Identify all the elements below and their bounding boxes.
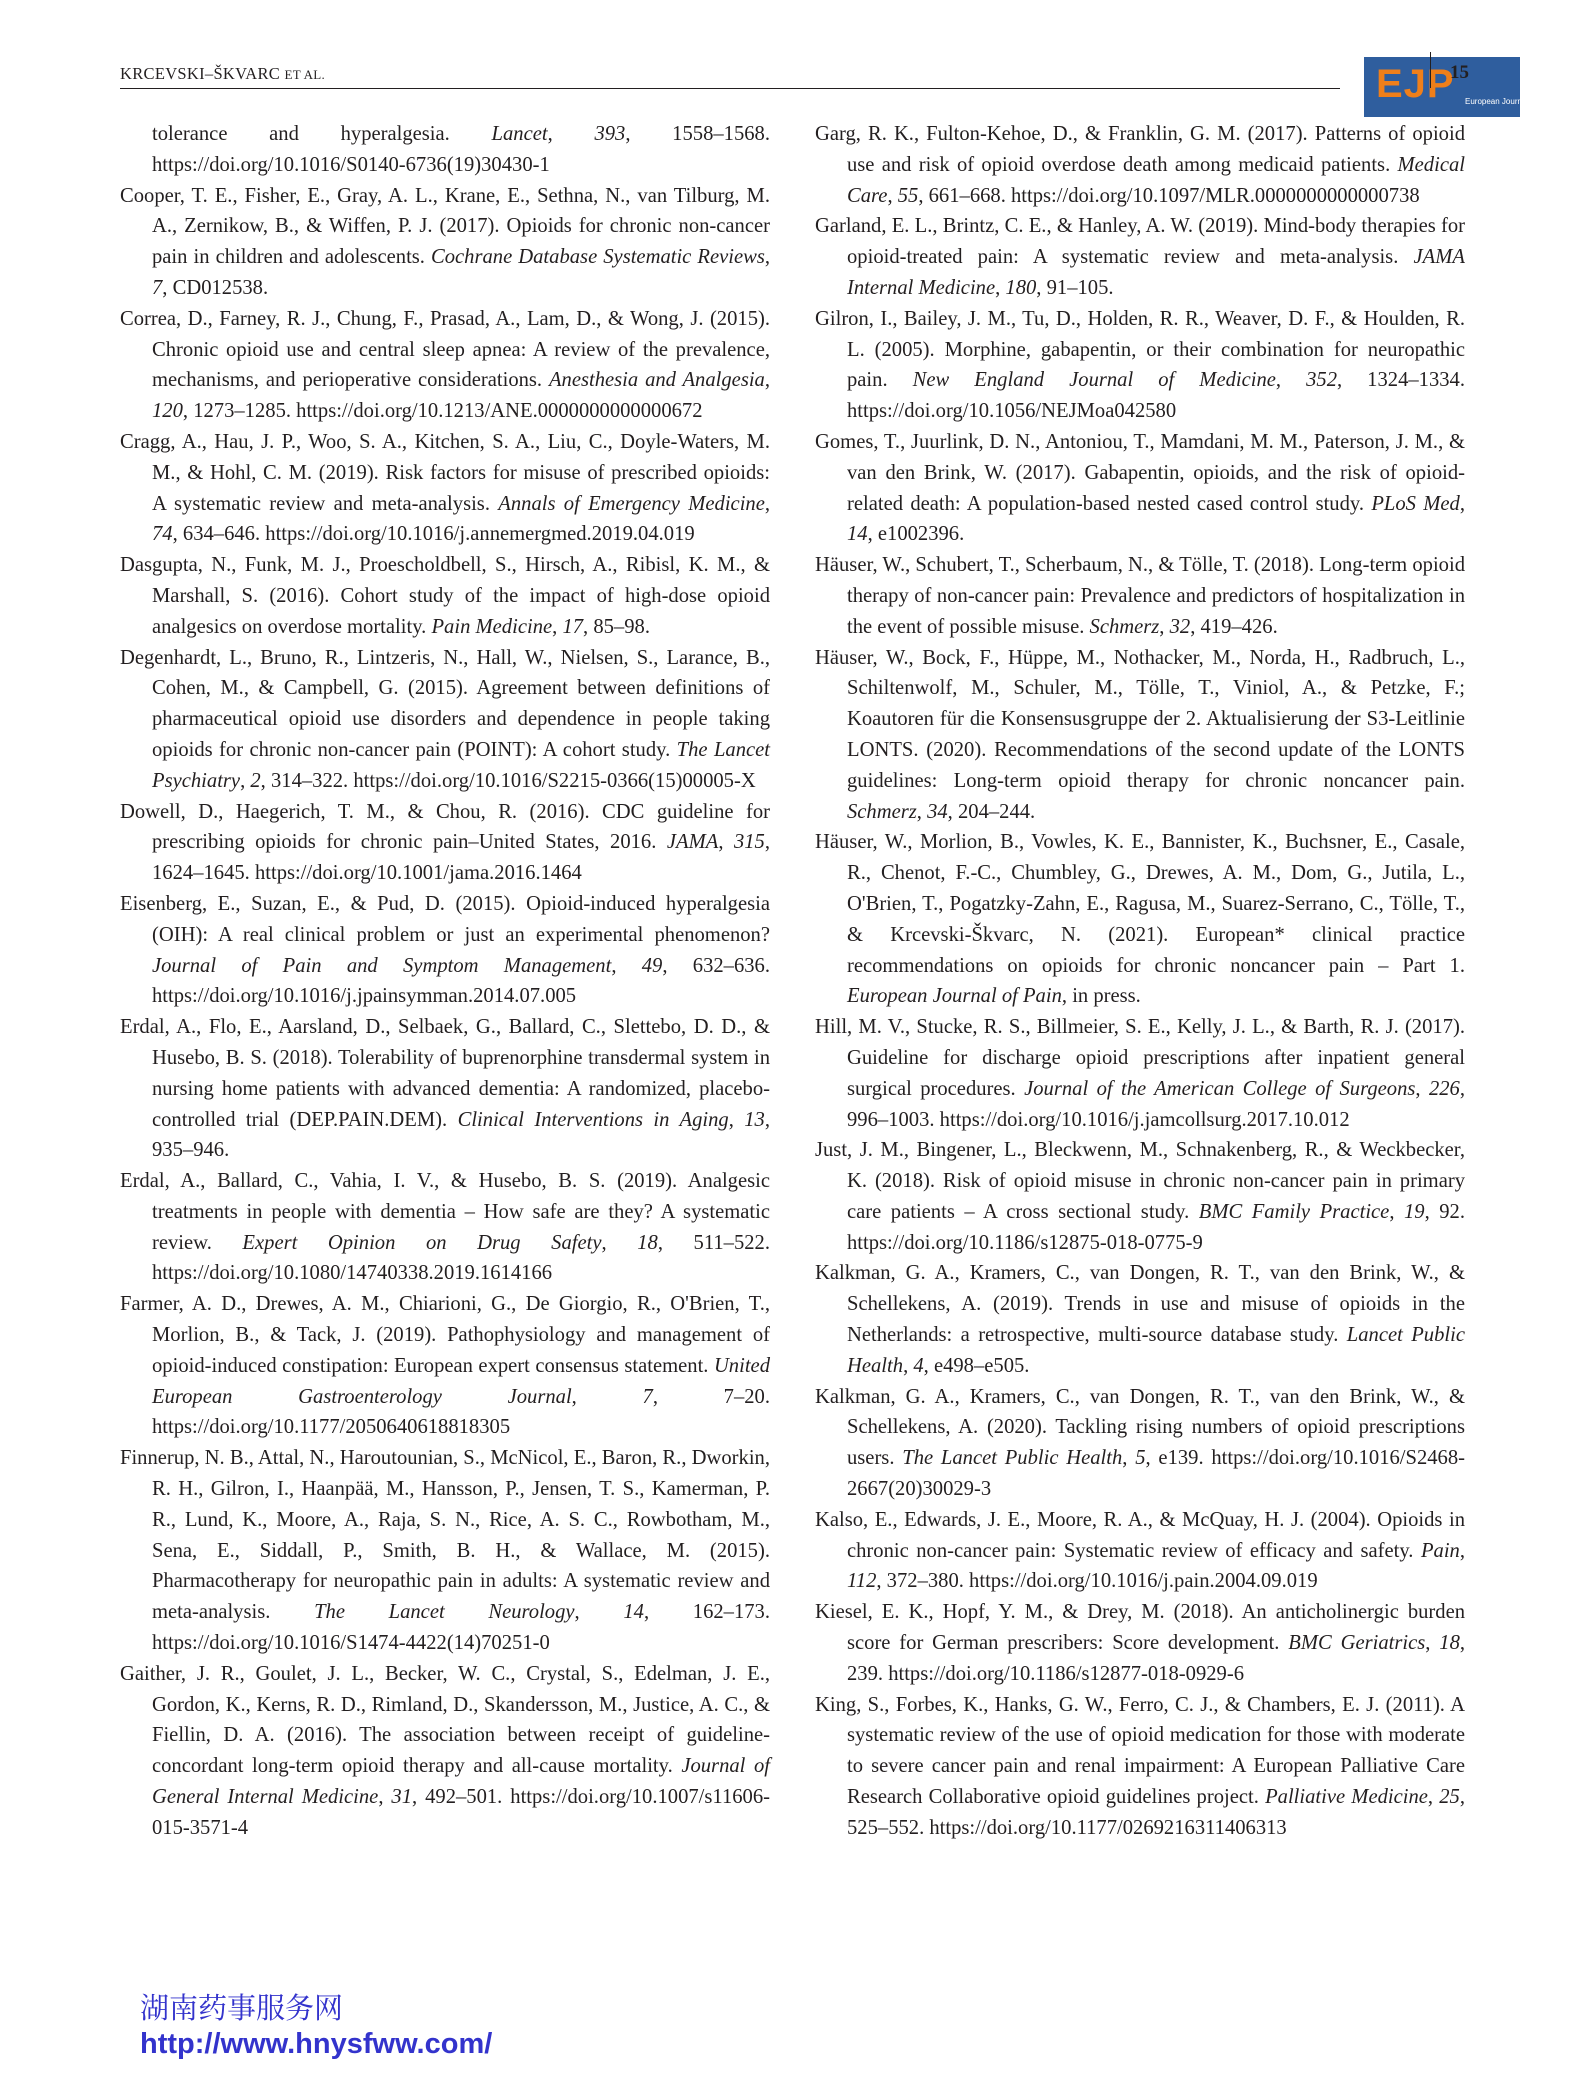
reference-journal: Expert Opinion on Drug Safety [242, 1231, 602, 1254]
reference-text: Erdal, A., Ballard, C., Vahia, I. V., & Husebo, B. S. (2019). Analgesic treatments in people with dementia – How safe are they? A systematic review. [120, 1170, 770, 1254]
reference-journal: Journal of Pain and Symptom Management [152, 954, 612, 977]
reference-journal: Cochrane Database Systematic Reviews [431, 246, 765, 269]
reference-separator: , [378, 1786, 392, 1809]
reference-entry [815, 1382, 1465, 1505]
reference-separator: , [1459, 492, 1465, 515]
reference-journal: New England Journal of Medicine [912, 369, 1276, 392]
reference-volume: 55 [897, 184, 919, 207]
reference-text: Häuser, W., Bock, F., Hüppe, M., Nothacker, M., Norda, H., Radbruch, L., Schiltenwolf, M., Schuler, M., Tölle, T., Viniol, A., & Petzke, F.; Koautoren für die Konsensusgruppe der 2. Aktualisierung der S3-Leitlinie LONTS. (2020). Recommendations of the second update of the LONTS guidelines: Long-term opioid therapy for chronic noncancer pain. [815, 646, 1465, 792]
reference-journal: Clinical Interventions in Aging [457, 1108, 729, 1131]
reference-volume: 7 [152, 276, 163, 299]
reference-separator: , [1459, 1539, 1465, 1562]
reference-entry [815, 427, 1465, 550]
reference-pages-doi[interactable]: , 1624–1645. https://doi.org/10.1001/jama.2016.1464 [152, 831, 770, 885]
reference-text: Garg, R. K., Fulton-Kehoe, D., & Franklin, G. M. (2017). Patterns of opioid use and risk of opioid overdose death among medicaid patients. [815, 123, 1465, 176]
reference-volume: 14 [623, 1601, 644, 1624]
reference-entry [120, 181, 770, 304]
reference-entry [815, 1258, 1465, 1381]
reference-volume: 18 [637, 1231, 658, 1254]
reference-entry [815, 1690, 1465, 1844]
reference-entry [815, 1135, 1465, 1258]
reference-pages-doi[interactable]: , 314–322. https://doi.org/10.1016/S2215-0366(15)00005-X [260, 769, 756, 792]
reference-separator: , [903, 1354, 914, 1377]
reference-text: Dowell, D., Haegerich, T. M., & Chou, R. (2016). CDC guideline for prescribing opioids for chronic pain–United States, 2016. [120, 800, 770, 854]
reference-volume: 32 [1169, 615, 1191, 638]
reference-volume: 17 [562, 615, 584, 638]
reference-entry [815, 211, 1465, 303]
reference-volume: 4 [913, 1354, 924, 1377]
reference-entry [815, 643, 1465, 828]
reference-text: Häuser, W., Morlion, B., Vowles, K. E., Bannister, K., Buchsner, E., Casale, R., Chenot, F.-C., Chumbley, G., Drewes, A. M., Dom, G., Jutila, L., O'Brien, T., Pogatzky-Zahn, E., Ragusa, M., Suarez-Serrano, C., Tölle, T., & Krcevski-Škvarc, N. (2021). European* clinical practice recommendations on opioids for chronic noncancer pain – Part 1. [815, 831, 1465, 977]
reference-pages-doi[interactable]: , 634–646. https://doi.org/10.1016/j.annemergmed.2019.04.019 [172, 523, 695, 546]
reference-pages-doi[interactable]: , 92. https://doi.org/10.1186/s12875-018-0775-9 [847, 1200, 1465, 1254]
reference-separator: , [916, 800, 928, 823]
reference-text: tolerance and hyperalgesia. [152, 123, 492, 145]
reference-journal: Pain Medicine [431, 615, 553, 638]
reference-separator: , [1425, 1632, 1440, 1655]
reference-separator: , [764, 246, 770, 269]
reference-text: Correa, D., Farney, R. J., Chung, F., Prasad, A., Lam, D., & Wong, J. (2015). Chronic opioid use and central sleep apnea: A review of the prevalence, mechanisms, and perioperative considerations. [120, 307, 770, 392]
reference-journal: Lancet [491, 123, 548, 145]
reference-separator: , [601, 1231, 638, 1254]
reference-volume: 34 [927, 800, 948, 823]
reference-journal: Palliative Medicine [1265, 1786, 1428, 1809]
running-head [120, 64, 325, 84]
reference-entry [815, 1012, 1465, 1135]
reference-pages-doi: , 204–244. [947, 800, 1036, 823]
page-number: 15 [1450, 62, 1469, 83]
reference-text: Gaither, J. R., Goulet, J. L., Becker, W. C., Crystal, S., Edelman, J. E., Gordon, K., Kerns, R. D., Rimland, D., Skandersson, M., Justice, A. C., & Fiellin, D. A. (2016). The association between receipt of guideline-concordant long-term opioid therapy and all-cause mortality. [120, 1662, 770, 1778]
reference-volume: 2 [250, 769, 261, 792]
header-rule [120, 88, 1340, 89]
reference-journal: JAMA [666, 831, 719, 854]
reference-volume: 13 [744, 1108, 765, 1131]
reference-volume: 31 [391, 1786, 413, 1809]
reference-text: Dasgupta, N., Funk, M. J., Proescholdbell, S., Hirsch, A., Ribisl, K. M., & Marshall, S. (2016). Cohort study of the impact of high-dose opioid analgesics on overdose mortality. [120, 554, 770, 638]
reference-entry [815, 304, 1465, 427]
reference-pages-doi[interactable]: , 1273–1285. https://doi.org/10.1213/ANE.0000000000000672 [182, 400, 703, 423]
reference-entry [815, 827, 1465, 1012]
reference-separator: , [1159, 615, 1170, 638]
reference-pages-doi[interactable]: , 525–552. https://doi.org/10.1177/0269216311406313 [847, 1786, 1465, 1839]
reference-separator: , [1415, 1077, 1429, 1100]
reference-journal: United European Gastroenterology Journal [152, 1354, 770, 1408]
reference-pages-doi: , 91–105. [1036, 276, 1114, 299]
reference-entry [120, 1443, 770, 1659]
reference-entry [815, 1597, 1465, 1689]
reference-separator: , [552, 615, 563, 638]
reference-volume: 18 [1439, 1632, 1460, 1655]
reference-volume: 49 [641, 954, 663, 977]
reference-entry [120, 643, 770, 797]
reference-journal: Schmerz [847, 800, 917, 823]
reference-separator: , [1275, 369, 1307, 392]
reference-journal: Lancet Public Health [847, 1324, 1465, 1377]
reference-journal: PLoS Med [1371, 492, 1460, 515]
reference-entry [815, 1505, 1465, 1597]
reference-pages-doi[interactable]: , 239. https://doi.org/10.1186/s12877-018-0929-6 [847, 1632, 1466, 1685]
reference-separator: , [574, 1601, 624, 1624]
page-number-divider [1430, 52, 1431, 88]
reference-separator: , [571, 1385, 643, 1408]
reference-text: Farmer, A. D., Drewes, A. M., Chiarioni, G., De Giorgio, R., O'Brien, T., Morlion, B., & Tack, J. (2019). Pathophysiology and management of opioid-induced constipation: European expert consensus statement. [120, 1293, 770, 1377]
reference-separator: , [240, 769, 251, 792]
reference-journal: Anesthesia and Analgesia [548, 369, 765, 392]
reference-journal: The Lancet Public Health [902, 1447, 1123, 1470]
reference-pages-doi[interactable]: , 7–20. https://doi.org/10.1177/2050640618818305 [152, 1385, 770, 1439]
reference-pages-doi[interactable]: , 661–668. https://doi.org/10.1097/MLR.0000000000000738 [918, 184, 1420, 207]
watermark-url[interactable]: http://www.hnysfww.com/ [140, 2028, 493, 2060]
reference-volume: 315 [733, 831, 765, 854]
reference-text: Gilron, I., Bailey, J. M., Tu, D., Holden, R. R., Weaver, D. F., & Houlden, R. L. (2005). Morphine, gabapentin, or their combination for neuropathic pain. [815, 307, 1465, 392]
reference-journal: Pain [1420, 1539, 1460, 1562]
reference-journal: BMC Geriatrics [1288, 1632, 1426, 1655]
reference-entry [120, 119, 770, 181]
reference-separator: , [1122, 1447, 1136, 1470]
reference-entry [120, 889, 770, 1012]
reference-journal: Journal of General Internal Medicine [152, 1755, 770, 1809]
reference-entry [120, 427, 770, 550]
reference-text: Cooper, T. E., Fisher, E., Gray, A. L., Krane, E., Sethna, N., van Tilburg, M. A., Zernikow, B., & Wiffen, P. J. (2017). Opioids for chronic non-cancer pain in children and adolescents. [120, 184, 770, 269]
journal-logo [1364, 57, 1556, 117]
reference-volume: 5 [1135, 1447, 1146, 1470]
reference-pages-doi: , e1002396. [867, 523, 965, 546]
reference-text: Kalso, E., Edwards, J. E., Moore, R. A., & McQuay, H. J. (2004). Opioids in chronic non-cancer pain: Systematic review of efficacy and safety. [815, 1508, 1465, 1562]
reference-pages-doi[interactable]: , 372–380. https://doi.org/10.1016/j.pain.2004.09.019 [876, 1570, 1318, 1593]
reference-separator: , [728, 1108, 745, 1131]
reference-text: Hill, M. V., Stucke, R. S., Billmeier, S. E., Kelly, J. L., & Barth, R. J. (2017). Guideline for discharge opioid prescriptions after inpatient general surgical procedures. [815, 1016, 1465, 1100]
references-right-column [815, 119, 1465, 1844]
reference-text: Gomes, T., Juurlink, D. N., Antoniou, T., Mamdani, M. M., Paterson, J. M., & van den Brink, W. (2017). Gabapentin, opioids, and the risk of opioid- related death: A population-based nested cased control study. [815, 430, 1465, 515]
reference-text: Garland, E. L., Brintz, C. E., & Hanley, A. W. (2019). Mind-body therapies for opioid-treated pain: A systematic review and meta-analysis. [815, 215, 1465, 269]
reference-journal: Journal of the American College of Surgeons [1024, 1077, 1416, 1100]
reference-text: Cragg, A., Hau, J. P., Woo, S. A., Kitchen, S. A., Liu, C., Doyle-Waters, M. M., & Hohl, C. M. (2019). Risk factors for misuse of prescribed opioids: A systematic review and meta-analysis. [120, 430, 770, 515]
reference-pages-doi: , CD012538. [162, 276, 269, 299]
reference-entry [120, 1166, 770, 1289]
reference-text: Kiesel, E. K., Hopf, Y. M., & Drey, M. (2018). An anticholinergic burden score for German prescribers: Score development. [815, 1601, 1465, 1655]
reference-volume: 7 [642, 1385, 653, 1408]
reference-volume: 14 [847, 523, 868, 546]
reference-pages-doi[interactable]: , 1558–1568. https://doi.org/10.1016/S0140-6736(19)30430-1 [152, 123, 770, 176]
reference-pages-doi[interactable]: , 1324–1334. https://doi.org/10.1056/NEJMoa042580 [847, 369, 1465, 423]
reference-entry [120, 1659, 770, 1844]
reference-volume: 226 [1428, 1077, 1460, 1100]
reference-entry [120, 304, 770, 427]
references-left-column [120, 119, 770, 1844]
reference-pages-doi: , 419–426. [1190, 615, 1278, 638]
reference-text: Häuser, W., Schubert, T., Scherbaum, N., & Tölle, T. (2018). Long-term opioid therapy of non-cancer pain: Prevalence and predictors of hospitalization in the event of possible misuse. [815, 554, 1465, 638]
reference-text: Erdal, A., Flo, E., Aarsland, D., Selbaek, G., Ballard, C., Slettebo, D. D., & Husebo, B. S. (2018). Tolerability of buprenorphine transdermal system in nursing home patients with advanced dementia: A randomized, placebo-controlled trial (DEP.PAIN.DEM). [120, 1016, 770, 1131]
reference-journal: European Journal of Pain [847, 985, 1062, 1008]
reference-pages-doi: , e498–e505. [923, 1354, 1030, 1377]
site-watermark [140, 1990, 492, 2062]
reference-entry [120, 1289, 770, 1443]
reference-volume: 19 [1404, 1200, 1425, 1223]
reference-journal: The Lancet Neurology [314, 1601, 575, 1624]
reference-text: King, S., Forbes, K., Hanks, G. W., Ferro, C. J., & Chambers, E. J. (2011). A systematic review of the use of opioid medication for those with moderate to severe cancer pain and renal impairment: A European Palliative Care Research Collaborative opioid guidelines project. [815, 1693, 1465, 1809]
reference-text: Kalkman, G. A., Kramers, C., van Dongen, R. T., van den Brink, W., & Schellekens, A. (2019). Trends in use and misuse of opioids in the Netherlands: a retrospective, multi-source database study. [815, 1262, 1465, 1347]
running-head-suffix: ET AL. [284, 67, 326, 82]
reference-separator: , in press. [1061, 985, 1141, 1008]
reference-volume: 393 [594, 123, 626, 145]
journal-logo-mark: EJP [1376, 62, 1455, 106]
reference-separator: , [611, 954, 642, 977]
reference-text: Kalkman, G. A., Kramers, C., van Dongen, R. T., van den Brink, W., & Schellekens, A. (2020). Tackling rising numbers of opioid prescriptions users. [815, 1385, 1465, 1470]
reference-journal: BMC Family Practice [1198, 1200, 1390, 1223]
watermark-site-name: 湖南药事服务网 [140, 1991, 344, 2025]
reference-volume: 352 [1306, 369, 1337, 392]
reference-volume: 112 [847, 1570, 877, 1593]
reference-separator: , [764, 492, 771, 515]
reference-pages-doi[interactable]: , 511–522. https://doi.org/10.1080/14740338.2019.1614166 [152, 1231, 770, 1285]
reference-separator: , [1389, 1200, 1404, 1223]
reference-volume: 25 [1439, 1786, 1460, 1809]
reference-pages-doi[interactable]: , 632–636. https://doi.org/10.1016/j.jpainsymman.2014.07.005 [152, 954, 771, 1008]
reference-journal: The Lancet Psychiatry [152, 738, 770, 792]
reference-pages-doi[interactable]: , 996–1003. https://doi.org/10.1016/j.jamcollsurg.2017.10.012 [847, 1077, 1465, 1131]
reference-separator: , [764, 369, 771, 392]
reference-separator: , [547, 123, 595, 145]
journal-logo-subtitle: European Journal of Pain [1465, 97, 1556, 106]
reference-text: Just, J. M., Bingener, L., Bleckwenn, M., Schnakenberg, R., & Weckbecker, K. (2018). Risk of opioid misuse in chronic non-cancer pain in primary care patients – A cross sectional study. [815, 1139, 1465, 1223]
reference-journal: Schmerz [1089, 615, 1160, 638]
reference-pages-doi[interactable]: , 162–173. https://doi.org/10.1016/S1474-4422(14)70251-0 [152, 1601, 771, 1655]
reference-volume: 120 [152, 400, 183, 423]
page-header [120, 58, 1556, 106]
reference-volume: 74 [152, 523, 173, 546]
reference-journal: JAMA Internal Medicine [847, 246, 1465, 299]
reference-entry [120, 550, 770, 642]
reference-journal: Medical Care [847, 153, 1465, 207]
reference-separator: , [1427, 1786, 1440, 1809]
reference-entry [815, 119, 1465, 211]
reference-separator: , [887, 184, 898, 207]
reference-volume: 180 [1005, 276, 1037, 299]
reference-separator: , [718, 831, 734, 854]
reference-entry [815, 550, 1465, 642]
reference-text: Finnerup, N. B., Attal, N., Haroutounian, S., McNicol, E., Baron, R., Dworkin, R. H., Gilron, I., Haanpää, M., Hansson, P., Jensen, T. S., Kamerman, P. R., Lund, K., Moore, A., Raja, S. N., Rice, A. S. C., Rowbotham, M., Sena, E., Siddall, P., Smith, B. H., & Wallace, M. (2015). Pharmacotherapy for neuropathic pain in adults: A systematic review and meta-analysis. [120, 1447, 770, 1624]
reference-pages-doi[interactable]: , 492–501. https://doi.org/10.1007/s11606-015-3571-4 [152, 1786, 770, 1839]
reference-pages-doi[interactable]: , e139. https://doi.org/10.1016/S2468-2667(20)30029-3 [847, 1447, 1466, 1501]
reference-text: Degenhardt, L., Bruno, R., Lintzeris, N., Hall, W., Nielsen, S., Larance, B., Cohen, M., & Campbell, G. (2015). Agreement between definitions of pharmaceutical opioid use disorders and dependence in people taking opioids for chronic non-cancer pain (POINT): A cohort study. [120, 646, 770, 761]
reference-entry [120, 797, 770, 889]
reference-journal: Annals of Emergency Medicine [498, 492, 765, 515]
reference-pages-doi: , 85–98. [583, 615, 650, 638]
reference-pages-doi: , 935–946. [152, 1108, 770, 1162]
reference-text: Eisenberg, E., Suzan, E., & Pud, D. (2015). Opioid-induced hyperalgesia (OIH): A real clinical problem or just an experimental phenomenon? [120, 892, 770, 946]
reference-separator: , [995, 276, 1006, 299]
reference-entry [120, 1012, 770, 1166]
running-head-authors: KRCEVSKI–ŠKVARC [120, 64, 281, 83]
